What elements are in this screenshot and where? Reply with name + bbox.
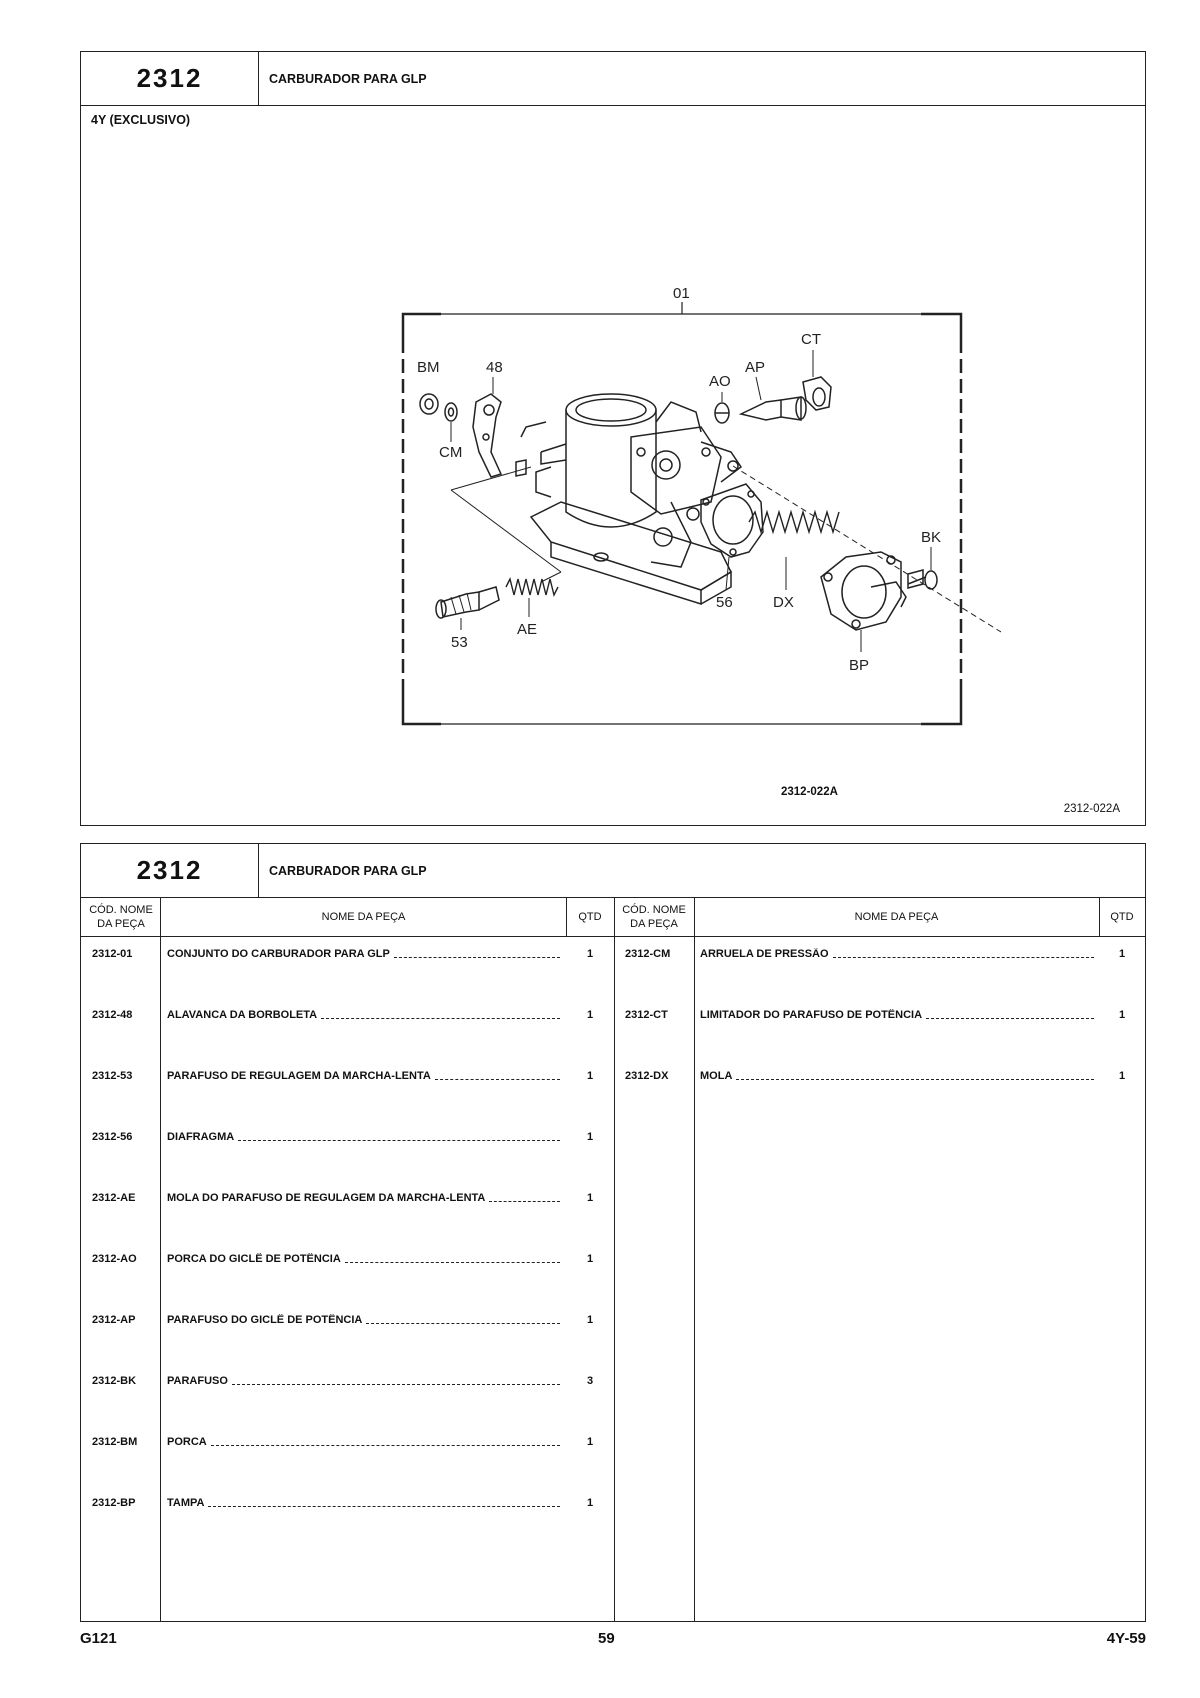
part-code: 2312-BK <box>92 1375 137 1387</box>
part-name: TAMPA <box>167 1497 205 1509</box>
callout-cm: CM <box>439 444 463 461</box>
part-quantity: 1 <box>586 1131 594 1143</box>
part-name-cell <box>167 1436 560 1448</box>
column-divider <box>566 897 567 936</box>
part-bp-cover <box>821 552 906 630</box>
col-header-name-right: NOME DA PEÇA <box>854 910 939 923</box>
part-quantity: 1 <box>586 1314 594 1326</box>
part-name: PORCA <box>167 1436 207 1448</box>
part-quantity: 1 <box>586 1497 594 1509</box>
table-row <box>81 1436 1147 1454</box>
part-ap-screw <box>741 397 806 420</box>
footer-page-ref: 4Y-59 <box>1106 1630 1146 1647</box>
figure-reference-bold: 2312-022A <box>781 786 838 798</box>
part-cm-washer <box>445 403 457 421</box>
part-quantity: 1 <box>586 1009 594 1021</box>
part-code: 2312-AP <box>92 1314 136 1326</box>
callout-01: 01 <box>673 285 690 302</box>
part-name-cell <box>167 1253 560 1265</box>
callout-48: 48 <box>486 359 503 376</box>
callout-ae: AE <box>517 621 538 638</box>
col-header-code-right: CÓD. NOME DA PEÇA <box>622 903 686 930</box>
part-name: MOLA <box>700 1070 733 1082</box>
part-bk-screw <box>908 570 937 589</box>
dotted-leader <box>208 1506 560 1507</box>
dotted-leader <box>345 1262 560 1263</box>
part-name: PARAFUSO DO GICLÊ DE POTÊNCIA <box>167 1314 363 1326</box>
part-56-diaphragm <box>701 484 763 557</box>
dotted-leader <box>211 1445 560 1446</box>
part-code: 2312-53 <box>92 1070 133 1082</box>
part-quantity: 1 <box>1118 948 1126 960</box>
diagram-header <box>81 52 1145 106</box>
callout-bm: BM <box>417 359 440 376</box>
part-name: PARAFUSO <box>167 1375 228 1387</box>
section-title: CARBURADOR PARA GLP <box>269 71 427 86</box>
table-header <box>81 844 1145 898</box>
part-name-cell <box>167 1497 560 1509</box>
table-row <box>81 1009 1147 1027</box>
table-row <box>81 948 1147 966</box>
part-quantity: 1 <box>1118 1009 1126 1021</box>
footer-code: G121 <box>80 1630 117 1647</box>
table-row <box>81 1253 1147 1271</box>
callout-53: 53 <box>451 634 468 651</box>
dotted-leader <box>232 1384 560 1385</box>
part-name: CONJUNTO DO CARBURADOR PARA GLP <box>167 948 390 960</box>
part-name-cell <box>167 1375 560 1387</box>
part-name: MOLA DO PARAFUSO DE REGULAGEM DA MARCHA-LENTA <box>167 1192 486 1204</box>
callout-ao: AO <box>709 373 731 390</box>
part-code: 2312-01 <box>92 948 133 960</box>
column-divider <box>1099 897 1100 936</box>
part-name: ALAVANCA DA BORBOLETA <box>167 1009 318 1021</box>
part-code: 2312-CT <box>625 1009 668 1021</box>
column-header-row <box>81 897 1145 937</box>
part-quantity: 3 <box>586 1375 594 1387</box>
part-quantity: 1 <box>586 1192 594 1204</box>
col-header-qty-left: QTD <box>578 910 602 923</box>
part-name: DIAFRAGMA <box>167 1131 235 1143</box>
dotted-leader <box>926 1018 1094 1019</box>
part-name: PARAFUSO DE REGULAGEM DA MARCHA-LENTA <box>167 1070 431 1082</box>
part-quantity: 1 <box>1118 1070 1126 1082</box>
section-title: CARBURADOR PARA GLP <box>269 863 427 878</box>
dotted-leader <box>489 1201 560 1202</box>
col-header-qty-right: QTD <box>1110 910 1134 923</box>
part-code: 2312-AE <box>92 1192 136 1204</box>
part-ct-limiter <box>803 377 831 410</box>
table-row <box>81 1070 1147 1088</box>
part-53-idle-screw <box>436 587 499 618</box>
callout-bk: BK <box>921 529 942 546</box>
col-header-code-left: CÓD. NOME DA PEÇA <box>89 903 153 930</box>
part-name-cell <box>167 1192 560 1204</box>
part-name: LIMITADOR DO PARAFUSO DE POTÊNCIA <box>700 1009 923 1021</box>
part-code: 2312-AO <box>92 1253 137 1265</box>
callout-ct: CT <box>801 331 821 348</box>
table-row <box>81 1131 1147 1149</box>
callout-bp: BP <box>849 657 870 674</box>
part-name-cell <box>700 1009 1094 1021</box>
dotted-leader <box>736 1079 1094 1080</box>
part-code: 2312-DX <box>625 1070 669 1082</box>
part-quantity: 1 <box>586 1436 594 1448</box>
callout-56: 56 <box>716 594 733 611</box>
model-note: 4Y (EXCLUSIVO) <box>91 113 191 127</box>
dotted-leader <box>238 1140 560 1141</box>
exploded-view-diagram <box>301 252 1001 752</box>
part-bm-nut <box>420 394 438 414</box>
part-code: 2312-48 <box>92 1009 133 1021</box>
part-name: PORCA DO GICLÊ DE POTÊNCIA <box>167 1253 341 1265</box>
col-header-name-left: NOME DA PEÇA <box>321 910 406 923</box>
section-number: 2312 <box>81 52 259 105</box>
page-number: 59 <box>598 1630 615 1647</box>
diagram-panel <box>80 51 1146 826</box>
part-48-throttle-lever <box>473 394 501 477</box>
table-row <box>81 1192 1147 1210</box>
part-ao-nut <box>715 403 729 423</box>
part-code: 2312-BM <box>92 1436 138 1448</box>
table-row <box>81 1375 1147 1393</box>
callout-dx: DX <box>773 594 794 611</box>
section-number: 2312 <box>81 844 259 897</box>
dotted-leader <box>833 957 1094 958</box>
part-quantity: 1 <box>586 1070 594 1082</box>
part-quantity: 1 <box>586 948 594 960</box>
part-ae-spring <box>506 579 558 595</box>
part-name-cell <box>167 1314 560 1326</box>
part-code: 2312-BP <box>92 1497 136 1509</box>
part-name: ARRUELA DE PRESSÃO <box>700 948 829 960</box>
parts-table-panel <box>80 843 1146 1622</box>
dotted-leader <box>366 1323 560 1324</box>
part-name-cell <box>167 1131 560 1143</box>
table-row <box>81 1314 1147 1332</box>
part-code: 2312-56 <box>92 1131 133 1143</box>
figure-reference: 2312-022A <box>1063 803 1120 815</box>
part-name-cell <box>700 948 1094 960</box>
table-row <box>81 1497 1147 1515</box>
part-quantity: 1 <box>586 1253 594 1265</box>
callout-ap: AP <box>745 359 766 376</box>
part-name-cell <box>700 1070 1094 1082</box>
part-code: 2312-CM <box>625 948 671 960</box>
